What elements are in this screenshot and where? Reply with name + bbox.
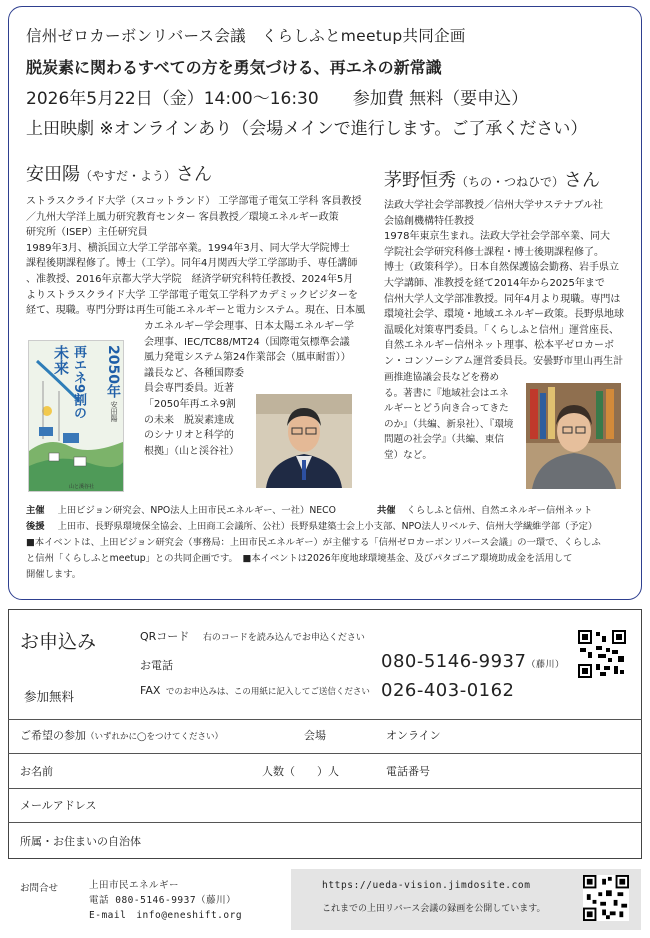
bio-line: 画推進協議会長などを務め	[384, 372, 500, 383]
qr-code-icon	[578, 630, 626, 678]
note-line: 開催します。	[26, 569, 82, 580]
credits-row-support	[26, 519, 636, 535]
bio-line: 会協創機構特任教授	[384, 215, 474, 227]
bio-line: 環境社会学、環境・地域エネルギー政策。長野県地球	[384, 309, 624, 321]
pref-row	[20, 727, 223, 743]
org-field-label: 所属・お住まいの自治体	[20, 835, 141, 848]
speaker2-name-block	[384, 166, 600, 192]
speaker2-bio	[384, 198, 634, 370]
book-title-a: 2050年	[105, 345, 121, 398]
qr-code-footer[interactable]	[583, 875, 629, 921]
bio-line: 自然エネルギー信州ネット理事、松本平ゼロカーボ	[384, 340, 614, 352]
host-text: 上田ビジョン研究会、NPO法人上田市民エネルギー、一社）NECO	[57, 505, 336, 516]
bio-line: のか』（共編、新泉社）、『環境	[384, 418, 514, 430]
book-title-c: 未来	[52, 345, 70, 375]
fax-number: 026-403-0162	[381, 680, 515, 701]
bio-line: の未来 脱炭素達成	[144, 414, 234, 426]
phone-label: お電話	[140, 659, 173, 672]
bio-line: ン・コンソーシアム運営委員長。安曇野市里山再生計	[384, 355, 624, 367]
bio-line: のシナリオと科学的	[144, 430, 234, 442]
book-cover-image	[28, 340, 124, 492]
free-label: 参加無料	[24, 689, 75, 704]
fax-label: FAX	[140, 684, 161, 697]
bio-line: ストラスクライド大学（スコットランド） 工学部電子電気工学科 客員教授	[26, 196, 362, 207]
book-title-b: 再エネ9割の	[71, 345, 86, 420]
phone-number-block	[381, 651, 564, 672]
qr-label: QRコード	[140, 630, 190, 643]
bio-line: 1989年3月、横浜国立大学工学部卒業。1994年3月、同大学大学院博士	[26, 242, 350, 254]
speaker1-name-block	[26, 160, 212, 186]
bio-line: 大学講師、准教授を経て2014年から2025年まで	[384, 277, 605, 289]
bio-line: 問題の社会学』（共編、東信	[384, 434, 504, 446]
event-series: 信州ゼロカーボンリバース会議 くらしふとmeetup共同企画	[26, 27, 466, 45]
name-field-label: お名前	[20, 765, 53, 778]
email-field-label: メールアドレス	[20, 799, 97, 812]
pref-label: ご希望の参加	[20, 729, 86, 742]
cohost-text: くらしふと信州、自然エネルギー信州ネット	[406, 505, 593, 516]
bio-line: ルギーとどう向き合ってきた	[384, 403, 509, 415]
contact-label: お問合せ	[20, 883, 59, 894]
contact-info	[89, 878, 242, 923]
bio-line: 根拠」（山と渓谷社）	[144, 445, 239, 457]
qr-apply-row	[140, 628, 365, 644]
bio-line: 温暖化対策専門委員。「くらしふと信州」運営座長、	[384, 324, 619, 336]
speaker2-name: 茅野恒秀	[384, 170, 456, 191]
speaker1-bio	[26, 194, 366, 319]
bio-line: 課程後期課程修了。博士（工学）。同年4月関西大学工学部助手、専任講師	[26, 258, 358, 270]
tel-field-label: 電話番号	[386, 765, 430, 778]
support-text: 上田市、長野県環境保全協会、上田商工会議所、公社）長野県建築士会上小支部、NPO法人リベルテ、信州大学繊維学部（予定）	[57, 521, 598, 532]
book-title	[85, 345, 121, 398]
speaker1-name: 安田陽	[26, 164, 80, 185]
url-note: これまでの上田リバース会議の録画を公開しています。	[322, 904, 546, 914]
note-line: と信州「くらしふとmeetup」との共同企画です。 ■本イベントは2026年度地球環境基金、及びパタゴニア環境助成金を活用して	[26, 553, 573, 564]
bio-line: 会理事、IEC/TC88/MT24（国際電気標準会議	[144, 336, 350, 348]
bio-line: カエネルギー学会理事、日本太陽エネルギー学	[144, 321, 354, 332]
bio-line: 「2050年再エネ9割	[144, 398, 236, 410]
bio-line: 、准教授、2016年京都大学大学院 経済学研究科特任教授、2024年5月	[26, 273, 354, 285]
note-line: ■本イベントは、上田ビジョン研究会（事務局：上田市民エネルギー）が主催する「信州ゼロカーボンリバース会議」の一環で、くらしふ	[26, 537, 601, 548]
bio-line: 堂）など。	[384, 449, 432, 461]
host-label: 主催	[26, 505, 45, 516]
qr-code-icon	[583, 875, 629, 921]
speaker2-photo	[526, 383, 621, 489]
count-field-label[interactable]: 人数（ ）人	[262, 765, 339, 778]
speaker2-bio-cont	[384, 370, 524, 464]
bio-line: 経て、現職。専門分野は再生可能エネルギーと電力システム。現在、日本風	[26, 305, 366, 317]
portrait-image	[526, 383, 621, 489]
website-link[interactable]: https://ueda-vision.jimdosite.com	[322, 880, 531, 891]
bio-line: 研究所（ISEP）主任研究員	[26, 227, 148, 239]
credits	[26, 503, 636, 583]
form-divider	[8, 753, 642, 754]
speaker1-photo	[256, 394, 352, 488]
cohost-label: 共催	[376, 505, 396, 516]
bio-line: 議長など、各種国際委	[144, 367, 244, 379]
contact-org: 上田市民エネルギー	[89, 880, 180, 891]
fax-row	[140, 684, 370, 697]
bio-line: 法政大学社会学部教授／信州大学サステナブル社	[384, 200, 603, 211]
credits-row-host	[26, 503, 636, 519]
form-divider	[8, 788, 642, 789]
form-divider	[8, 822, 642, 823]
phone-number: 080-5146-9937	[381, 651, 527, 672]
book-publisher: 山と溪谷社	[69, 484, 95, 490]
option-venue[interactable]: 会場	[304, 729, 326, 742]
book-author: 安田陽	[110, 401, 118, 422]
event-venue: 上田映劇 ※オンラインあり（会場メインで進行します。ご了承ください）	[26, 119, 588, 139]
bio-line: る。著書に『地域社会はエネ	[384, 387, 509, 399]
speaker1-honorific: さん	[176, 164, 213, 185]
portrait-image	[256, 394, 352, 488]
bio-line: 1978年東京生まれ。法政大学社会学部卒業、同大	[384, 231, 611, 243]
speaker1-reading: （やすだ・よう）	[80, 169, 177, 183]
bio-line: 博士（政策科学）。日本自然保護協会勤務、岩手県立	[384, 262, 619, 274]
pref-hint: （いずれかに◯をつけてください）	[86, 732, 224, 742]
speaker2-honorific: さん	[564, 170, 601, 191]
contact-tel: 電話 080-5146-9937（藤川）	[89, 895, 237, 906]
event-tagline: 脱炭素に関わるすべての方を勇気づける、再エネの新常識	[26, 58, 442, 77]
qr-desc: 右のコードを読み込んでお申込ください	[202, 633, 365, 643]
form-divider	[8, 719, 642, 720]
bio-line: 風力発電システム第24作業部会（風車耐雷））	[144, 352, 351, 364]
phone-person: （藤川）	[526, 660, 565, 670]
qr-code[interactable]	[578, 630, 626, 678]
bio-line: 員会専門委員。近著	[144, 383, 234, 395]
fax-desc: でのお申込みは、この用紙に記入してご送信ください	[165, 687, 370, 697]
bio-line: よりストラスクライド大学 工学部電子電気工学科アカデミックビジターを	[26, 289, 358, 301]
speaker2-reading: （ちの・つねひで）	[456, 175, 565, 189]
event-datetime: 2026年5月22日（金）14:00〜16:30 参加費 無料（要申込）	[26, 89, 529, 109]
bio-line: 信州大学人文学部准教授。同年4月より現職。専門は	[384, 293, 621, 305]
bio-line: ／九州大学洋上風力研究教育センター 客員教授／環境エネルギー政策	[26, 211, 339, 223]
contact-email[interactable]: E-mail info@eneshift.org	[89, 910, 243, 921]
bio-line: 学院社会学研究科修士課程・博士後期課程修了。	[384, 246, 604, 258]
support-label: 後援	[26, 521, 45, 532]
form-title: お申込み	[20, 631, 97, 653]
option-online[interactable]: オンライン	[386, 729, 441, 742]
